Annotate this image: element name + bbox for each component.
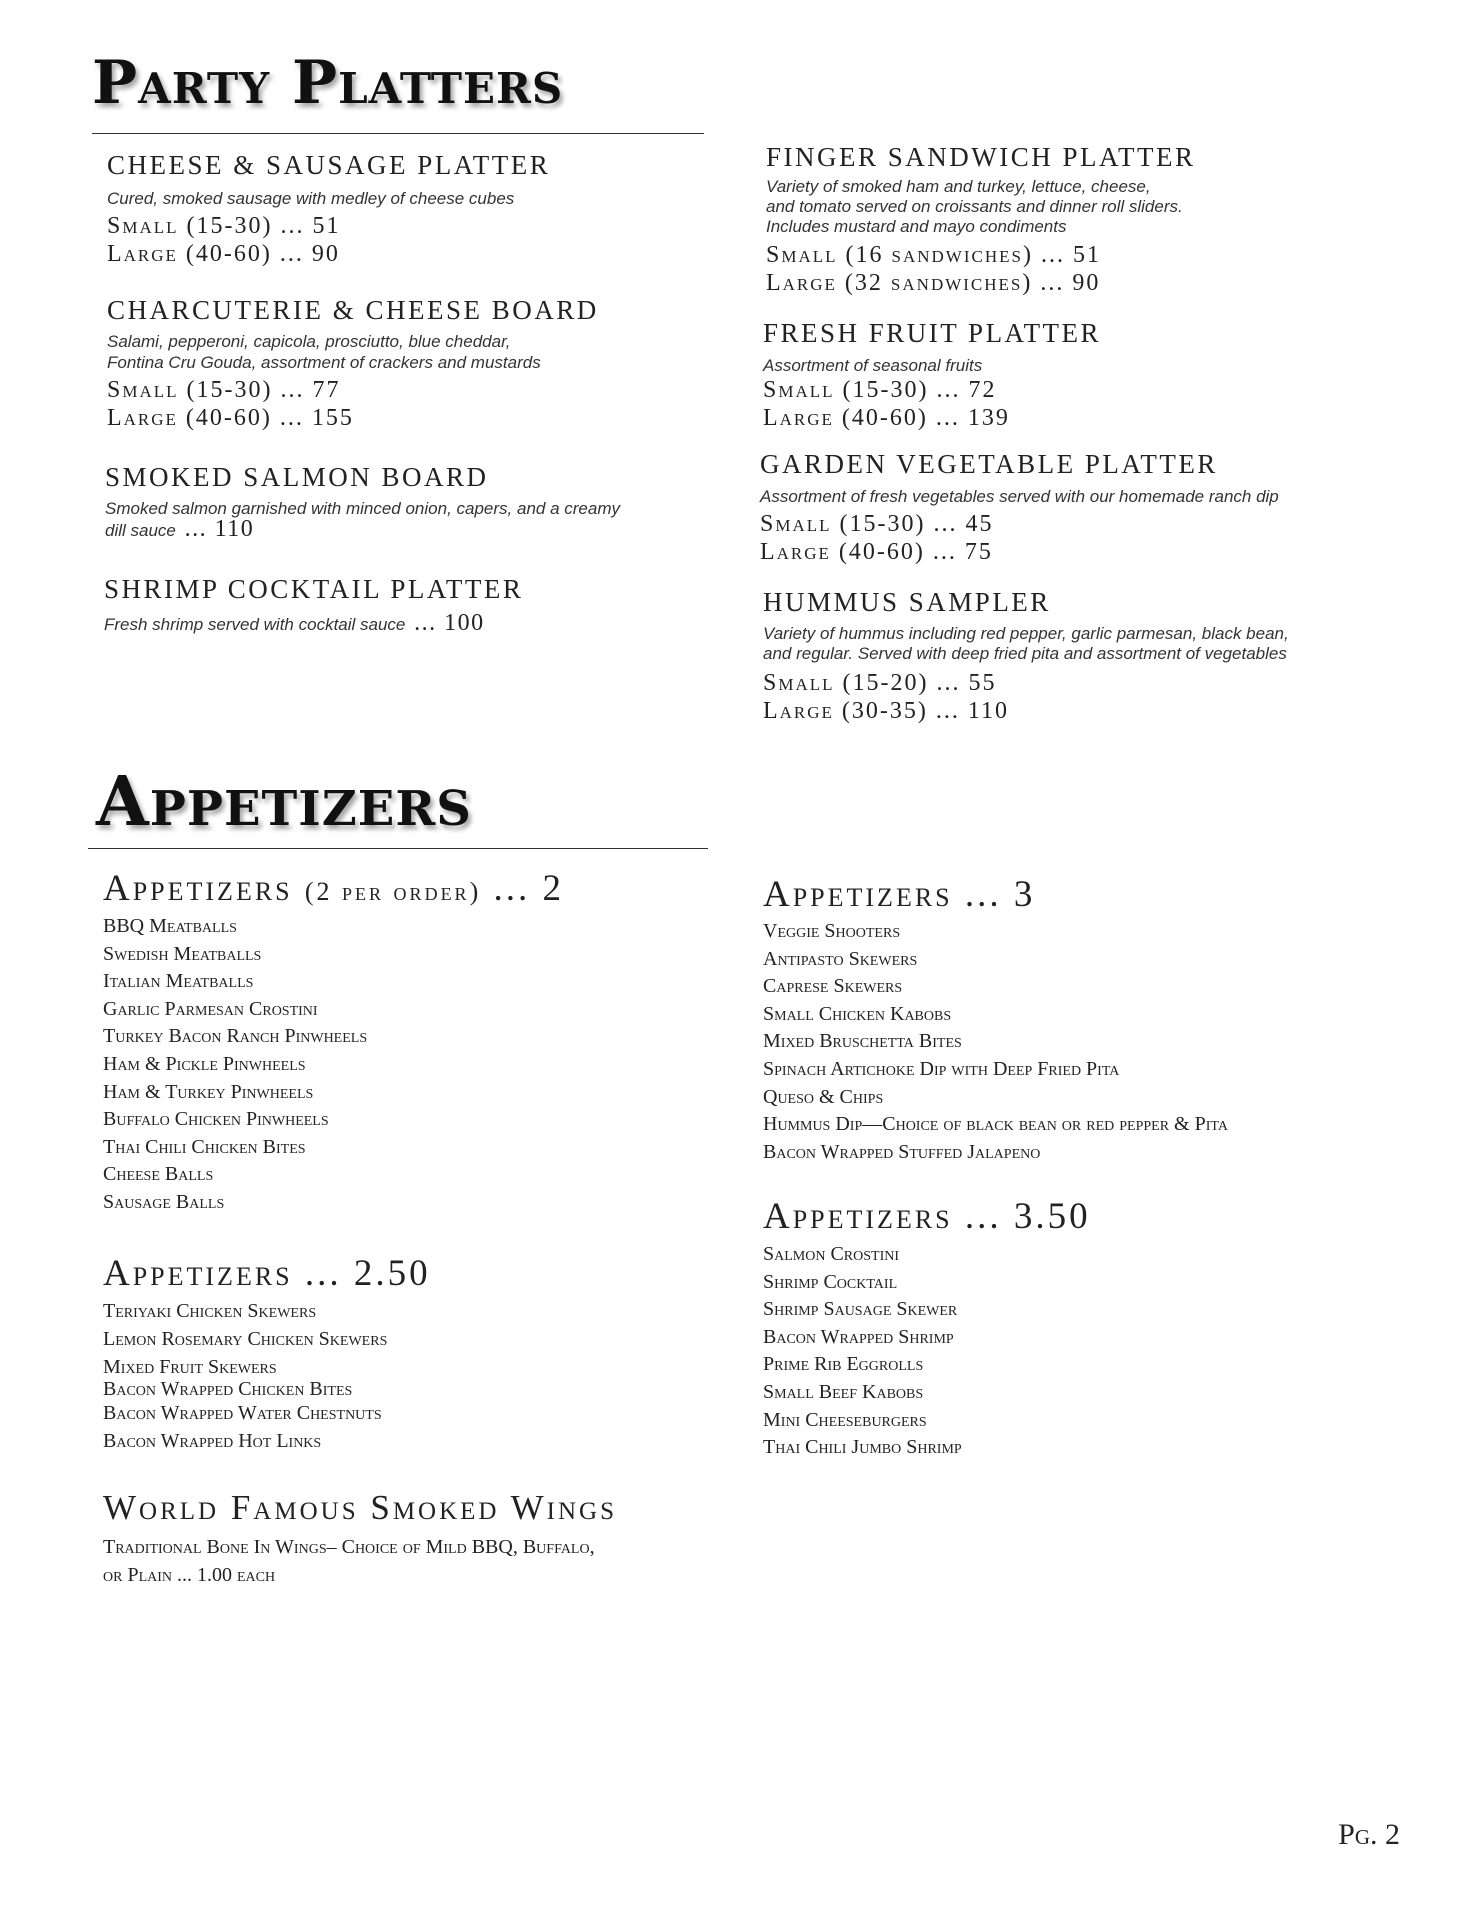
group-items [763,1241,1091,1462]
group-heading: Appetizers ... 3 [763,874,1036,915]
large-price: Large (40-60) ... 155 [107,405,354,431]
list-item: Sausage Balls [103,1190,225,1213]
item-description: Cured, smoked sausage with medley of cheese cubes [107,189,515,208]
list-item: BBQ Meatballs [103,915,237,937]
item-description-line: Fontina Cru Gouda, assortment of crackers and mustards [107,353,541,372]
group-items [103,913,564,1217]
small-price: Small (15-30) ... 72 [763,377,997,403]
list-item: Ham & Turkey Pinwheels [103,1080,314,1103]
appetizers-title: Appetizers [96,762,472,842]
large-price: Large (40-60) ... 90 [107,241,340,267]
list-item: Small Chicken Kabobs [763,1002,952,1025]
garden-vegetable-platter [760,451,1279,566]
list-item: Prime Rib Eggrolls [763,1353,924,1376]
list-item: Veggie Shooters [763,920,901,942]
item-description-line: and regular. Served with deep fried pita and assortment of vegetables [763,644,1287,663]
list-item: Lemon Rosemary Chicken Skewers [103,1327,388,1350]
list-item: Mixed Fruit Skewers [103,1356,277,1379]
list-item: Garlic Parmesan Crostini [103,997,318,1020]
large-price: Large (40-60) ... 75 [760,539,993,565]
wings-description-line: Traditional Bone In Wings– Choice of Mild BBQ, Buffalo, [103,1536,595,1558]
item-title: CHEESE & SAUSAGE PLATTER [107,150,551,180]
list-item: Buffalo Chicken Pinwheels [103,1108,329,1131]
smoked-salmon-board [105,464,620,541]
group-heading [103,870,564,907]
item-price: ... 100 [414,610,485,636]
list-item: Teriyaki Chicken Skewers [103,1300,317,1322]
group-heading-label: Appetizers [103,868,293,909]
hummus-sampler [763,589,1289,725]
list-item: Salmon Crostini [763,1243,900,1265]
cheese-sausage-platter [107,152,550,268]
list-item: Thai Chili Jumbo Shrimp [763,1436,962,1459]
item-title: GARDEN VEGETABLE PLATTER [760,449,1218,479]
list-item: Thai Chili Chicken Bites [103,1135,306,1158]
group-items [763,918,1228,1166]
small-price: Small (15-20) ... 55 [763,670,997,696]
list-item: Caprese Skewers [763,975,903,998]
appetizers-group-250 [103,1255,431,1455]
party-platters-title: Party Platters [92,48,564,118]
appetizers-group-2 [103,870,564,1217]
list-item: Small Beef Kabobs [763,1380,924,1403]
item-title: SMOKED SALMON BOARD [105,462,489,492]
group-heading: Appetizers ... 2.50 [103,1253,431,1294]
finger-sandwich-platter [766,144,1196,297]
group-heading: Appetizers ... 3.50 [763,1196,1091,1237]
list-item: Bacon Wrapped Chicken Bites [103,1378,353,1401]
item-description: Assortment of seasonal fruits [763,356,983,375]
list-item: Bacon Wrapped Water Chestnuts [103,1402,382,1425]
list-item: Antipasto Skewers [763,947,918,970]
list-item: Bacon Wrapped Shrimp [763,1325,954,1348]
small-price: Small (15-30) ... 77 [107,377,341,403]
item-description-line: Variety of hummus including red pepper, garlic parmesan, black bean, [763,624,1289,643]
list-item: Shrimp Sausage Skewer [763,1298,958,1321]
list-item: Bacon Wrapped Stuffed Jalapeno [763,1140,1041,1163]
item-description-last [104,610,523,636]
list-item: Shrimp Cocktail [763,1270,898,1293]
item-title: FINGER SANDWICH PLATTER [766,142,1196,172]
item-price: ... 110 [184,516,255,542]
group-heading-note: (2 per order) [304,877,482,906]
list-item: Bacon Wrapped Hot Links [103,1429,322,1452]
item-title: HUMMUS SAMPLER [763,587,1051,617]
item-description: Assortment of fresh vegetables served with our homemade ranch dip [760,487,1279,506]
large-price: Large (30-35) ... 110 [763,698,1010,724]
fresh-fruit-platter [763,320,1101,432]
group-heading: World Famous Smoked Wings [103,1488,617,1527]
smoked-wings [103,1490,617,1589]
large-price: Large (32 sandwiches) ... 90 [766,270,1101,296]
appetizers-group-3 [763,876,1228,1166]
item-title: SHRIMP COCKTAIL PLATTER [104,574,524,604]
item-description-line: Smoked salmon garnished with minced onion, capers, and a creamy [105,499,620,518]
large-price: Large (40-60) ... 139 [763,405,1010,431]
list-item: Turkey Bacon Ranch Pinwheels [103,1025,368,1048]
section-divider [88,848,708,849]
section-divider [92,133,704,134]
list-item: Mini Cheeseburgers [763,1408,927,1431]
list-item: Cheese Balls [103,1163,214,1186]
item-title: FRESH FRUIT PLATTER [763,318,1102,348]
list-item: Queso & Chips [763,1085,884,1108]
group-heading-price: ... 2 [493,868,564,909]
list-item: Swedish Meatballs [103,942,262,965]
list-item: Mixed Bruschetta Bites [763,1030,962,1053]
small-price: Small (15-30) ... 45 [760,511,994,537]
item-description: Fresh shrimp served with cocktail sauce [104,615,406,634]
page-number: Pg. 2 [1338,1818,1400,1851]
wings-description [103,1533,617,1589]
item-description-line: Variety of smoked ham and turkey, lettuce, cheese, [766,177,1151,196]
item-description-line: Salami, pepperoni, capicola, prosciutto, blue cheddar, [107,332,511,351]
wings-description-line: or Plain ... 1.00 each [103,1564,276,1586]
charcuterie-board [107,297,599,432]
list-item: Spinach Artichoke Dip with Deep Fried Pita [763,1057,1120,1080]
item-title: CHARCUTERIE & CHEESE BOARD [107,295,599,325]
shrimp-cocktail-platter [104,576,523,635]
appetizers-group-350 [763,1198,1091,1462]
list-item: Hummus Dip—Choice of black bean or red pepper & Pita [763,1113,1228,1136]
list-item: Italian Meatballs [103,970,254,993]
small-price: Small (15-30) ... 51 [107,213,341,239]
item-description-line: dill sauce [105,521,176,540]
item-description-line: and tomato served on croissants and dinner roll sliders. [766,197,1183,216]
small-price: Small (16 sandwiches) ... 51 [766,242,1101,268]
item-description-last [105,516,620,542]
item-description-line: Includes mustard and mayo condiments [766,217,1067,236]
list-item: Ham & Pickle Pinwheels [103,1052,306,1075]
group-items [103,1298,431,1455]
